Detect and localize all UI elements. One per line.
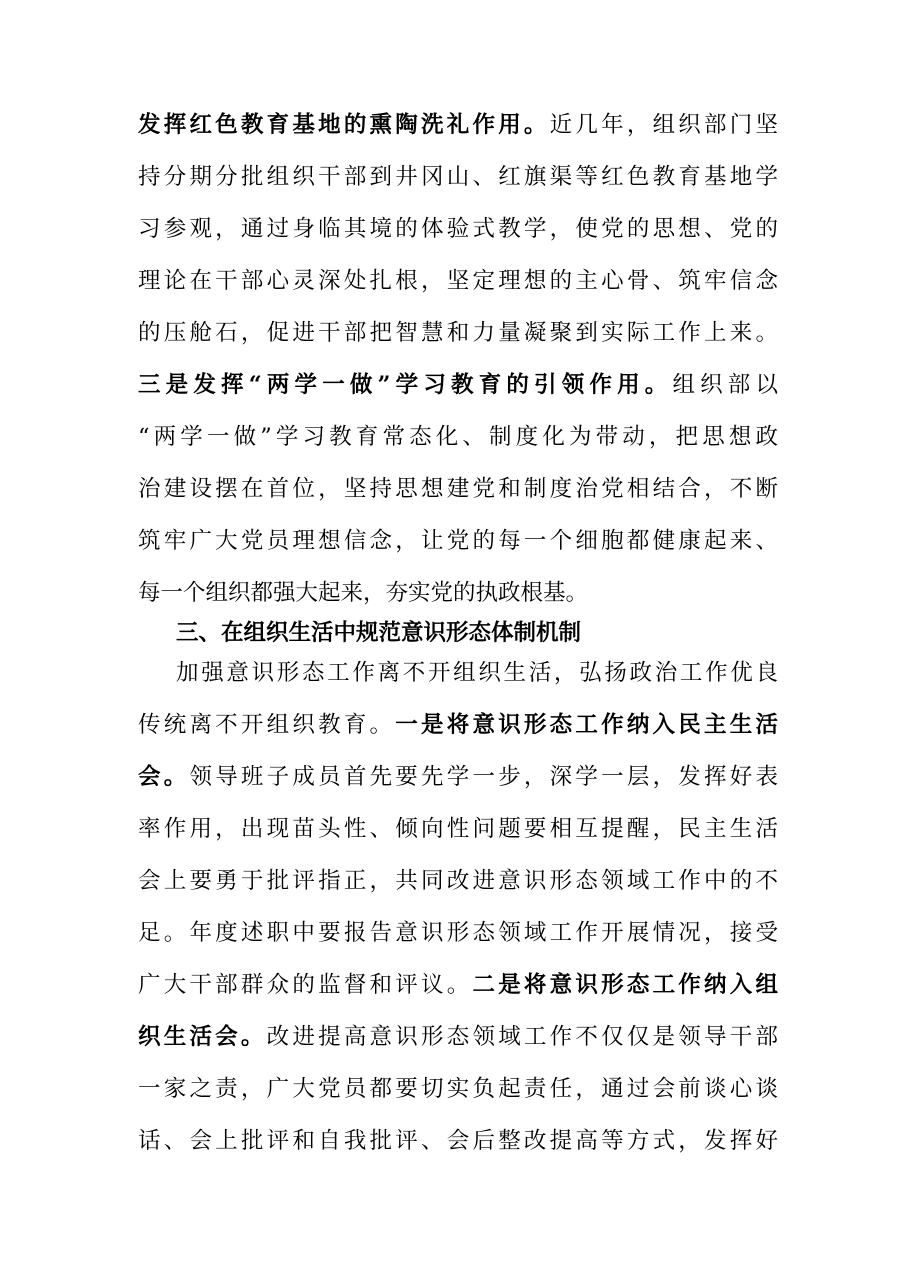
body-line bbox=[138, 365, 778, 405]
body-line: 持分期分批组织干部到井冈山、红旗渠等红色教育基地学 bbox=[138, 164, 778, 190]
body-line: 率作用，出现苗头性、倾向性问题要相互提醒，民主生活 bbox=[138, 816, 778, 842]
bold-lead-text: 一是将意识形态工作纳入民主生活 bbox=[395, 712, 778, 738]
body-line: 会上要勇于批评指正，共同改进意识形态领域工作中的不 bbox=[138, 868, 778, 894]
body-line bbox=[138, 757, 778, 797]
body-text: 广大干部群众的监督和评议。 bbox=[138, 972, 473, 998]
body-line: 习参观，通过身临其境的体验式教学，使党的思想、党的 bbox=[138, 216, 778, 242]
body-text: 传统离不开组织教育。 bbox=[138, 712, 396, 738]
body-line: 的压舱石，促进干部把智慧和力量凝聚到实际工作上来。 bbox=[138, 320, 778, 346]
body-line: 话、会上批评和自我批评、会后整改提高等方式，发挥好 bbox=[138, 1128, 778, 1154]
body-line: 加强意识形态工作离不开组织生活，弘扬政治工作优良 bbox=[176, 660, 778, 686]
body-line: “两学一做”学习教育常态化、制度化为带动，把思想政 bbox=[138, 424, 778, 450]
bold-lead-text: 会。 bbox=[138, 764, 190, 790]
bold-lead-text: 织生活会。 bbox=[138, 1024, 267, 1050]
body-line: 一家之责，广大党员都要切实负起责任，通过会前谈心谈 bbox=[138, 1076, 778, 1102]
body-line bbox=[138, 1017, 778, 1057]
body-line bbox=[138, 705, 778, 745]
body-line bbox=[138, 105, 778, 145]
body-text: 近几年，组织部门坚 bbox=[549, 112, 778, 138]
body-line: 理论在干部心灵深处扎根，坚定理想的主心骨、筑牢信念 bbox=[138, 268, 778, 294]
body-text: 领导班子成员首先要先学一步，深学一层，发挥好表 bbox=[189, 764, 778, 790]
body-text: 组织部以 bbox=[672, 372, 778, 398]
bold-lead-text: 发挥红色教育基地的熏陶洗礼作用。 bbox=[138, 112, 550, 138]
body-line: 筑牢广大党员理想信念，让党的每一个细胞都健康起来、 bbox=[138, 528, 778, 554]
bold-lead-text: 二是将意识形态工作纳入组 bbox=[472, 972, 778, 998]
body-text: 改进提高意识形态领域工作不仅仅是领导干部 bbox=[266, 1024, 778, 1050]
body-line bbox=[138, 965, 778, 1005]
body-line: 足。年度述职中要报告意识形态领域工作开展情况，接受 bbox=[138, 920, 778, 946]
body-line: 治建设摆在首位，坚持思想建党和制度治党相结合，不断 bbox=[138, 476, 778, 502]
body-line: 每一个组织都强大起来，夯实党的执政根基。 bbox=[138, 580, 589, 606]
section-heading: 三、在组织生活中规范意识形态体制机制 bbox=[176, 620, 582, 646]
bold-lead-text: 三是发挥“两学一做”学习教育的引领作用。 bbox=[138, 372, 673, 398]
